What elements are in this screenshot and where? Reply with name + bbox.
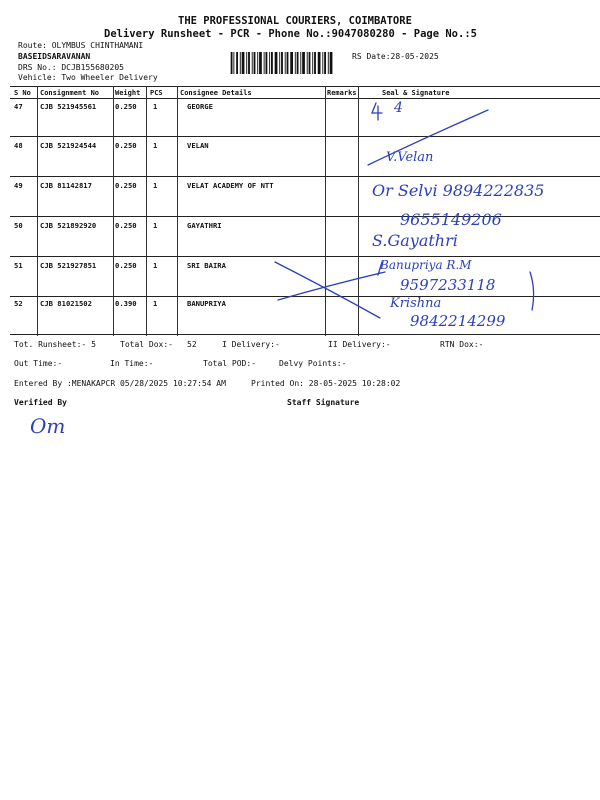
- out-time: Out Time:-: [14, 359, 63, 368]
- row-pcs: 1: [153, 299, 158, 308]
- entered-by: Entered By :MENAKAPCR 05/28/2025 10:27:54 AM: [14, 379, 226, 388]
- signature-r48: V.Velan: [386, 150, 434, 165]
- col-consignee: Consignee Details: [180, 89, 252, 97]
- row-sno: 50: [14, 221, 23, 230]
- signature-r52-name: Krishna: [390, 296, 442, 311]
- row-consignment-no: CJB 81021502: [40, 299, 92, 308]
- signature-r52-phone: 9842214299: [410, 312, 506, 330]
- row-pcs: 1: [153, 221, 158, 230]
- row-pcs: 1: [153, 102, 158, 111]
- ii-delivery: II Delivery:-: [328, 340, 391, 349]
- row-consignment-no: CJB 521924544: [40, 141, 97, 150]
- row-consignment-no: CJB 521945561: [40, 102, 97, 111]
- row-consignee: GEORGE: [187, 102, 213, 111]
- col-seal-signature: Seal & Signature: [382, 89, 450, 97]
- drs-number: DRS No.: DCJB155680205: [18, 63, 124, 72]
- signature-r50-name: S.Gayathri: [372, 231, 458, 250]
- row-pcs: 1: [153, 181, 158, 190]
- row-pcs: 1: [153, 261, 158, 270]
- signature-r51-phone: 9597233118: [400, 276, 496, 294]
- tot-runsheet: Tot. Runsheet:- 5: [14, 340, 96, 349]
- staff-name: BASEIDSARAVANAN: [18, 52, 91, 61]
- runsheet-subtitle: Delivery Runsheet - PCR - Phone No.:9047080280 - Page No.:5: [104, 28, 477, 40]
- signature-r50-phone: 9655149206: [400, 210, 502, 229]
- printed-on: Printed On: 28-05-2025 10:28:02: [251, 379, 401, 388]
- total-dox-label: Total Dox:-: [120, 340, 173, 349]
- total-dox-value: 52: [187, 340, 197, 349]
- row-weight: 0.250: [115, 261, 137, 270]
- col-sno: S No: [14, 89, 31, 97]
- staff-signature-label: Staff Signature: [287, 398, 360, 407]
- row-consignee: VELAN: [187, 141, 209, 150]
- row-pcs: 1: [153, 141, 158, 150]
- row-sno: 47: [14, 102, 23, 111]
- signature-r49: Or Selvi 9894222835: [372, 181, 545, 200]
- row-consignee: VELAT ACADEMY OF NTT: [187, 181, 274, 190]
- row-consignment-no: CJB 81142817: [40, 181, 92, 190]
- company-title: THE PROFESSIONAL COURIERS, COIMBATORE: [178, 15, 412, 27]
- row-weight: 0.250: [115, 181, 137, 190]
- row-consignment-no: CJB 521927851: [40, 261, 97, 270]
- signature-r51-name: Banupriya R.M: [380, 258, 472, 272]
- col-weight: Weight: [115, 89, 141, 97]
- row-consignee: SRI BAIRA: [187, 261, 226, 270]
- row-weight: 0.250: [115, 141, 137, 150]
- total-pod: Total POD:-: [203, 359, 256, 368]
- row-consignee: BANUPRIYA: [187, 299, 226, 308]
- col-consignment: Consignment No: [40, 89, 100, 97]
- rtn-dox: RTN Dox:-: [440, 340, 484, 349]
- vehicle-type: Vehicle: Two Wheeler Delivery: [18, 73, 158, 82]
- route-label: Route: OLYMBUS CHINTHAMANI: [18, 41, 144, 50]
- row-weight: 0.390: [115, 299, 137, 308]
- row-sno: 52: [14, 299, 23, 308]
- signature-r47: 4: [394, 100, 403, 116]
- row-sno: 51: [14, 261, 23, 270]
- in-time: In Time:-: [110, 359, 154, 368]
- row-weight: 0.250: [115, 221, 137, 230]
- i-delivery: I Delivery:-: [222, 340, 280, 349]
- rs-date: RS Date:28-05-2025: [352, 52, 439, 61]
- row-consignment-no: CJB 521892920: [40, 221, 97, 230]
- verified-signature: Om: [30, 414, 66, 438]
- col-pcs: PCS: [150, 89, 163, 97]
- row-sno: 49: [14, 181, 23, 190]
- row-consignee: GAYATHRI: [187, 221, 222, 230]
- row-sno: 48: [14, 141, 23, 150]
- delvy-points: Delvy Points:-: [279, 359, 347, 368]
- col-remarks: Remarks: [327, 89, 357, 97]
- verified-by-label: Verified By: [14, 398, 67, 407]
- row-weight: 0.250: [115, 102, 137, 111]
